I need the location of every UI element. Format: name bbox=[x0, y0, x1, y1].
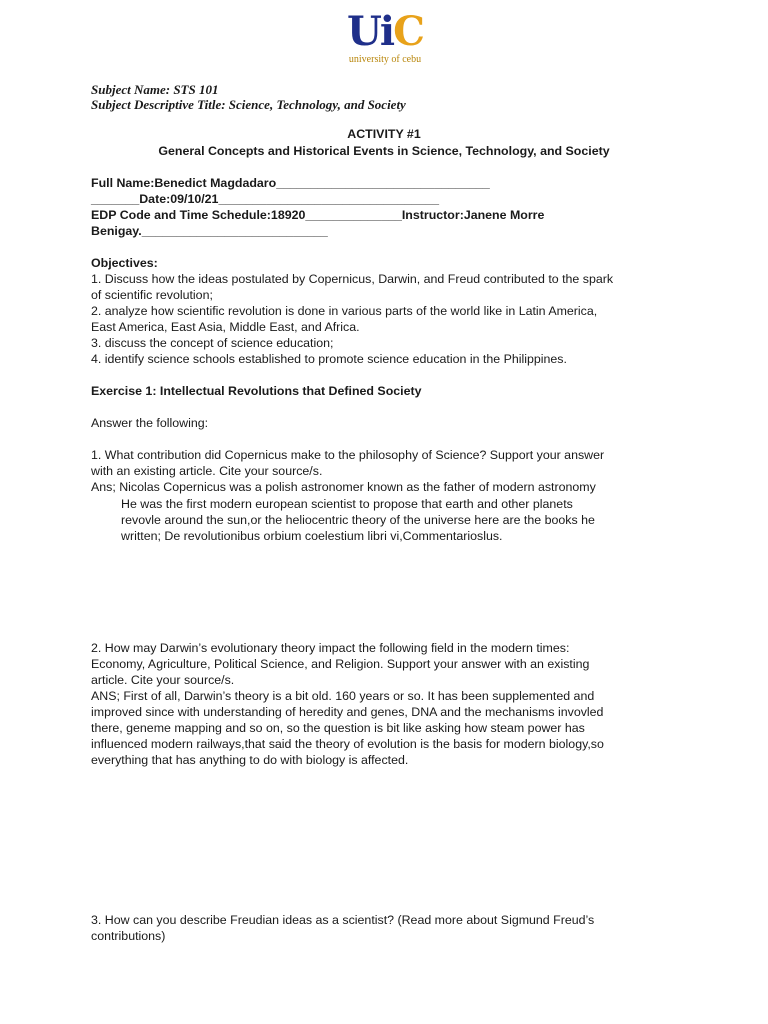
objective-line: of scientific revolution; bbox=[91, 288, 213, 302]
activity-title: General Concepts and Historical Events in Science, Technology, and Society bbox=[158, 144, 610, 158]
question-3-line: 3. How can you describe Freudian ideas as a scientist? (Read more about Sigmund Freud’s bbox=[91, 913, 595, 927]
question-2-line: article. Cite your source/s. bbox=[91, 673, 235, 687]
answer-1-line: written; De revolutionibus orbium coelestium libri vi,Commentarioslus. bbox=[121, 529, 503, 543]
date-line: _______Date:09/10/21________________________________ bbox=[91, 192, 439, 206]
answer-2-line: influenced modern railways,that said the theory of evolution is the basis for modern biology,so bbox=[91, 737, 604, 751]
answer-2-line: there, geneme mapping and so on, so the question is bit like asking how steam power has bbox=[91, 721, 585, 735]
question-1-line: with an existing article. Cite your source/s. bbox=[91, 464, 323, 478]
question-2-line: Economy, Agriculture, Political Science, and Religion. Support your answer with an existing bbox=[91, 657, 590, 671]
edp-instructor-line: EDP Code and Time Schedule:18920______________Instructor:Janene Morre bbox=[91, 208, 545, 222]
objective-line: 1. Discuss how the ideas postulated by Copernicus, Darwin, and Freud contributed to the spark bbox=[91, 272, 614, 286]
full-name-line: Full Name:Benedict Magdadaro_______________________________ bbox=[91, 176, 490, 190]
answer-2-line: everything that has anything to do with biology is affected. bbox=[91, 753, 409, 767]
question-1-line: 1. What contribution did Copernicus make to the philosophy of Science? Support your answer bbox=[91, 448, 605, 462]
objective-line: 3. discuss the concept of science education; bbox=[91, 336, 334, 350]
activity-number: ACTIVITY #1 bbox=[347, 127, 421, 141]
answer-2-line: improved since with understanding of heredity and genes, DNA and the mechanisms invovled bbox=[91, 705, 604, 719]
logo-mark: UiC bbox=[347, 8, 423, 55]
exercise-heading: Exercise 1: Intellectual Revolutions that Defined Society bbox=[91, 384, 422, 398]
subject-name: Subject Name: STS 101 bbox=[91, 82, 219, 97]
question-3-line: contributions) bbox=[91, 929, 166, 943]
answer-1-line: He was the first modern european scientist to propose that earth and other planets bbox=[121, 497, 573, 511]
objective-line: 2. analyze how scientific revolution is done in various parts of the world like in Latin America, bbox=[91, 304, 598, 318]
objectives-heading: Objectives: bbox=[91, 256, 158, 270]
answer-1-line: revovle around the sun,or the heliocentric theory of the universe here are the books he bbox=[121, 513, 595, 527]
answer-1-first-line: Ans; Nicolas Copernicus was a polish astronomer known as the father of modern astronomy bbox=[91, 480, 596, 494]
exercise-instruction: Answer the following: bbox=[91, 416, 209, 430]
question-2-line: 2. How may Darwin’s evolutionary theory impact the following field in the modern times: bbox=[91, 641, 570, 655]
logo-subtitle: university of cebu bbox=[348, 54, 422, 65]
objective-line: East America, East Asia, Middle East, and Africa. bbox=[91, 320, 360, 334]
university-logo bbox=[330, 8, 440, 66]
objective-line: 4. identify science schools established to promote science education in the Philippines. bbox=[91, 352, 567, 366]
answer-2-line: ANS; First of all, Darwin’s theory is a bit old. 160 years or so. It has been supplemented and bbox=[91, 689, 595, 703]
subject-title: Subject Descriptive Title: Science, Technology, and Society bbox=[91, 97, 406, 112]
instructor-surname-line: Benigay.___________________________ bbox=[91, 224, 328, 238]
